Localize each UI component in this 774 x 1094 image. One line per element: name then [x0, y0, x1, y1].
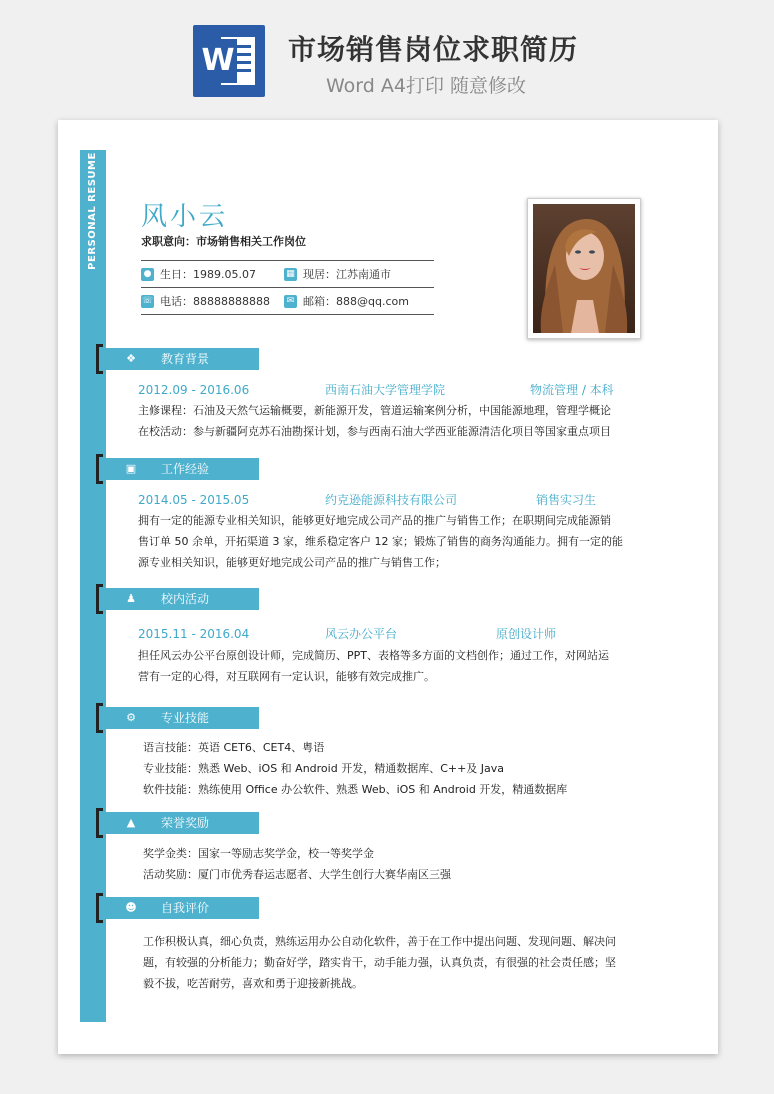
info-email-text: 邮箱：888@qq.com	[303, 295, 409, 308]
photo-image	[533, 204, 635, 333]
side-label	[80, 150, 106, 270]
work-desc-line: 拥有一定的能源专业相关知识，能够更好地完成公司产品的推广与销售工作；在职期间完成能源销	[138, 514, 611, 527]
campus-desc-line: 营有一定的心得，对互联网有一定认识，能够有效完成推广。	[138, 670, 435, 683]
work-company: 约克逊能源科技有限公司	[325, 493, 458, 507]
self-eval-line: 毅不拔，吃苦耐劳，喜欢和勇于迎接新挑战。	[143, 977, 363, 990]
heading-bracket	[96, 703, 103, 733]
info-birth	[141, 267, 256, 283]
skill-line: 软件技能：熟练使用 Office 办公软件、熟悉 Web、iOS 和 Android 开发，精通数据库	[143, 783, 568, 796]
heading-bracket	[96, 893, 103, 923]
info-phone-text: 电话：88888888888	[160, 295, 270, 308]
candidate-name: 风小云	[141, 202, 229, 232]
profile-photo	[527, 198, 641, 339]
campus-desc-line: 担任风云办公平台原创设计师，完成简历、PPT、表格等多方面的文档创作；通过工作，对网站运	[138, 649, 609, 662]
info-birth-text: 生日：1989.05.07	[160, 268, 256, 281]
section-awards-heading	[96, 812, 259, 834]
section-self-heading	[96, 897, 259, 919]
section-campus-heading	[96, 588, 259, 610]
divider	[141, 314, 434, 315]
section-title: 专业技能	[161, 711, 210, 725]
work-role: 销售实习生	[536, 493, 597, 507]
work-desc-line: 源专业相关知识，能够更好地完成公司产品的推广与销售工作；	[138, 556, 446, 569]
self-eval-line: 工作积极认真，细心负责，熟练运用办公自动化软件，善于在工作中提出问题、发现问题、解决问	[143, 935, 616, 948]
award-line: 活动奖励：厦门市优秀春运志愿者、大学生创行大赛华南区三强	[143, 868, 451, 881]
word-icon-letter: W	[199, 39, 237, 83]
divider	[141, 287, 434, 288]
section-title: 自我评价	[161, 901, 210, 915]
heading-bracket	[96, 344, 103, 374]
mail-icon: ✉	[284, 295, 297, 308]
phone-icon: ☏	[141, 295, 154, 306]
divider	[141, 260, 434, 261]
section-title: 工作经验	[161, 462, 210, 476]
education-courses: 主修课程：石油及天然气运输概要，新能源开发，管道运输案例分析，中国能源地理，管理学概论	[138, 404, 611, 417]
job-intent: 求职意向：市场销售相关工作岗位	[141, 235, 306, 248]
section-title: 校内活动	[161, 592, 210, 606]
section-skills-heading	[96, 707, 259, 729]
heading-bracket	[96, 808, 103, 838]
info-location	[284, 267, 391, 283]
graduation-icon: ❖	[126, 352, 136, 365]
education-date: 2012.09 - 2016.06	[138, 383, 250, 397]
section-title: 教育背景	[161, 352, 210, 366]
skill-line: 专业技能：熟悉 Web、iOS 和 Android 开发，精通数据库、C++及 Java	[143, 762, 505, 775]
work-date: 2014.05 - 2015.05	[138, 493, 250, 507]
heading-bracket	[96, 454, 103, 484]
info-location-text: 现居：江苏南通市	[303, 268, 391, 281]
gears-icon: ⚙	[126, 711, 136, 724]
person-pin-icon: ♟	[126, 592, 136, 605]
skill-line: 语言技能：英语 CET6、CET4、粤语	[143, 741, 325, 754]
user-icon: ☻	[125, 901, 137, 914]
campus-role: 原创设计师	[496, 627, 557, 641]
education-school: 西南石油大学管理学院	[325, 383, 446, 397]
self-eval-line: 题，有较强的分析能力；勤奋好学，踏实肯干，动手能力强，认真负责，有很强的社会责任感；坚	[143, 956, 616, 969]
award-line: 奖学金类：国家一等励志奖学金，校一等奖学金	[143, 847, 374, 860]
campus-org: 风云办公平台	[325, 627, 398, 641]
header-subtitle: Word A4打印 随意修改	[326, 75, 527, 97]
person-icon: ●	[141, 268, 154, 281]
section-work-heading	[96, 458, 259, 480]
portrait-illustration	[533, 204, 635, 333]
education-activities: 在校活动：参与新疆阿克苏石油勘探计划，参与西南石油大学西亚能源清洁化项目等国家重点项目	[138, 425, 611, 438]
side-label-text: PERSONAL RESUME	[87, 152, 98, 270]
trophy-icon: ▲	[126, 816, 136, 829]
section-education-heading	[96, 348, 259, 370]
info-email	[284, 294, 409, 310]
section-title: 荣誉奖励	[161, 816, 210, 830]
education-major: 物流管理 / 本科	[530, 383, 614, 397]
header-title: 市场销售岗位求职简历	[288, 33, 579, 66]
page-header	[0, 0, 774, 118]
info-phone	[141, 294, 270, 310]
heading-bracket	[96, 584, 103, 614]
campus-date: 2015.11 - 2016.04	[138, 627, 250, 641]
work-desc-line: 售订单 50 余单，开拓渠道 3 家，维系稳定客户 12 家；锻炼了销售的商务沟通能力。拥有一定的能	[138, 535, 623, 548]
word-doc-icon	[193, 25, 265, 97]
calendar-icon: ▦	[284, 268, 297, 281]
briefcase-icon: ▣	[125, 462, 137, 475]
